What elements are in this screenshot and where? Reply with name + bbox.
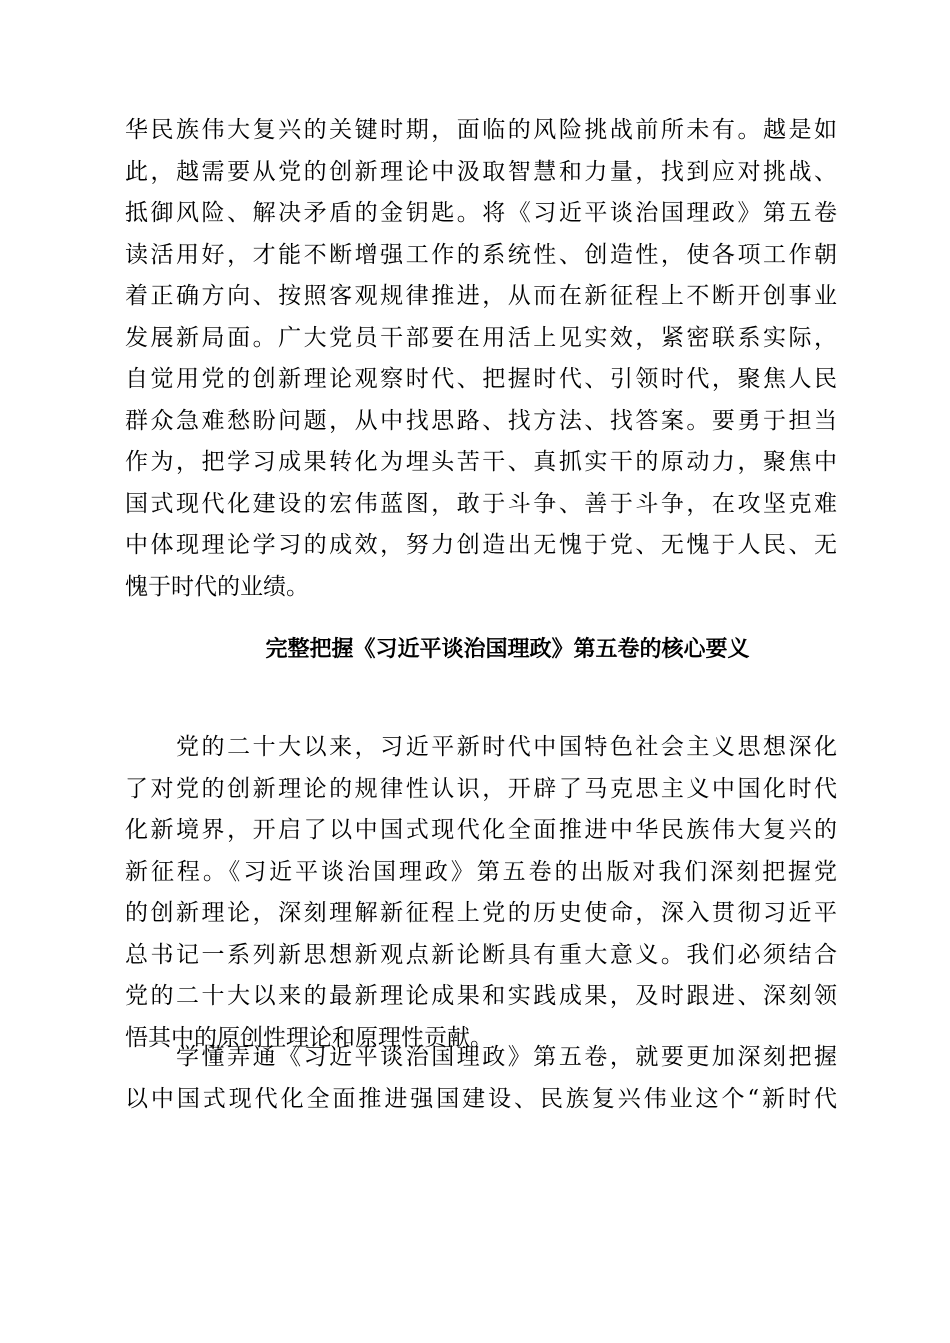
text-line: 党的二十大以来的最新理论成果和实践成果，及时跟进、深刻领 — [125, 983, 837, 1009]
text-line: 党的二十大以来，习近平新时代中国特色社会主义思想深化 — [125, 734, 837, 760]
text-line: 的创新理论，深刻理解新征程上党的历史使命，深入贯彻习近平 — [125, 900, 837, 926]
text-line: 新征程。《习近平谈治国理政》第五卷的出版对我们深刻把握党 — [125, 858, 837, 885]
text-line: 化新境界，开启了以中国式现代化全面推进中华民族伟大复兴的 — [125, 817, 837, 843]
text-line: 了对党的创新理论的规律性认识，开辟了马克思主义中国化时代 — [125, 775, 837, 802]
section-heading: 完整把握《习近平谈治国理政》第五卷的核心要义 — [265, 637, 750, 662]
text-line: 读活用好，才能不断增强工作的系统性、创造性，使各项工作朝 — [125, 241, 837, 268]
text-line: 总书记一系列新思想新观点新论断具有重大意义。我们必须结合 — [125, 941, 837, 968]
text-line: 学懂弄通《习近平谈治国理政》第五卷，就要更加深刻把握 — [125, 1044, 837, 1070]
text-line: 以中国式现代化全面推进强国建设、民族复兴伟业这个“新时代 — [125, 1085, 837, 1112]
text-line: 自觉用党的创新理论观察时代、把握时代、引领时代，聚焦人民 — [125, 366, 837, 392]
text-line: 抵御风险、解决矛盾的金钥匙。将《习近平谈治国理政》第五卷 — [125, 200, 837, 226]
text-line: 中体现理论学习的成效，努力创造出无愧于党、无愧于人民、无 — [125, 532, 837, 558]
text-line: 国式现代化建设的宏伟蓝图，敢于斗争、善于斗争，在攻坚克难 — [125, 490, 837, 517]
text-line: 发展新局面。广大党员干部要在用活上见实效，紧密联系实际， — [125, 324, 837, 351]
text-line: 悟其中的原创性理论和原理性贡献。 — [125, 1024, 493, 1051]
paragraph-2 — [125, 727, 837, 1059]
text-line: 群众急难愁盼问题，从中找思路、找方法、找答案。要勇于担当 — [125, 407, 837, 434]
paragraph-continuation — [125, 110, 837, 608]
text-line: 愧于时代的业绩。 — [125, 573, 309, 600]
text-line: 作为，把学习成果转化为埋头苦干、真抓实干的原动力，聚焦中 — [125, 449, 837, 475]
text-line: 华民族伟大复兴的关键时期，面临的风险挑战前所未有。越是如 — [125, 117, 837, 143]
paragraph-3 — [125, 1037, 837, 1120]
text-line: 着正确方向、按照客观规律推进，从而在新征程上不断开创事业 — [125, 283, 837, 309]
text-line: 此，越需要从党的创新理论中汲取智慧和力量，找到应对挑战、 — [125, 158, 837, 185]
